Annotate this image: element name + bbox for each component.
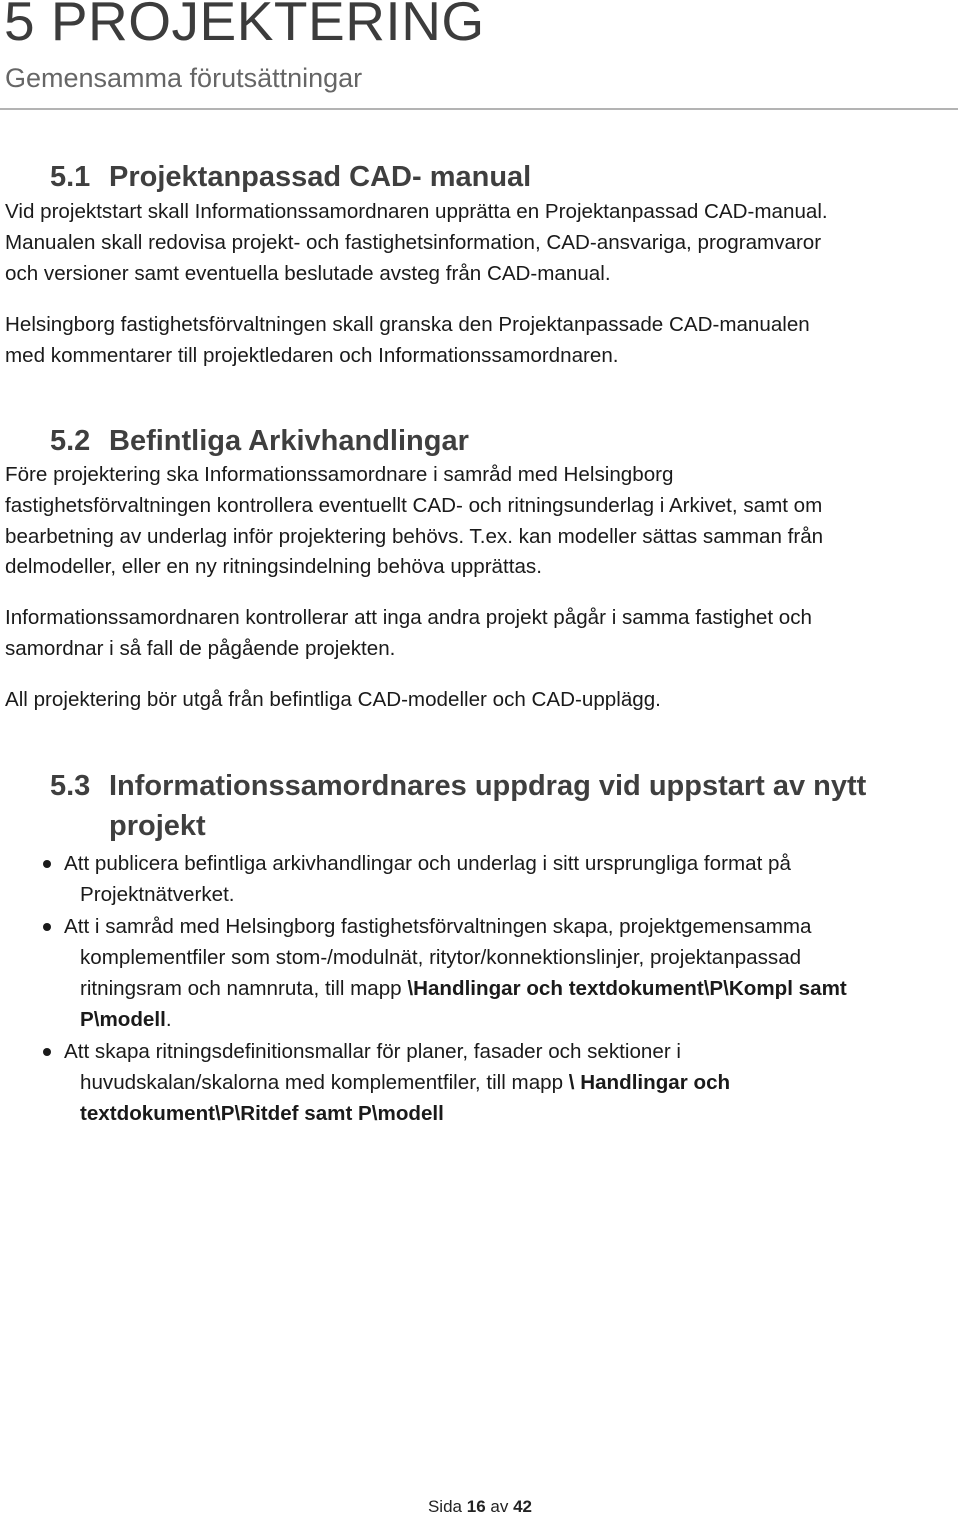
bullet-list <box>0 848 847 1130</box>
text-line: Att publicera befintliga arkivhandlingar och underlag i sitt ursprungliga format på <box>64 852 791 875</box>
bullet-icon <box>43 1048 51 1056</box>
paragraph <box>5 603 812 665</box>
list-item <box>0 911 847 1036</box>
text-line: Vid projektstart skall Informationssamordnaren upprätta en Projektanpassad CAD-manual. <box>5 200 828 223</box>
plain-text: . <box>165 1008 172 1032</box>
footer-separator: av <box>490 1497 509 1516</box>
text-line: fastighetsförvaltningen kontrollera eventuellt CAD- och ritningsunderlag i Arkivet, samt om <box>5 493 823 517</box>
paragraph <box>5 685 661 716</box>
section-number: 5.3 <box>50 770 91 802</box>
section-title: Projektanpassad CAD- manual <box>109 161 532 193</box>
section-number: 5.2 <box>50 425 91 457</box>
text-line: Helsingborg fastighetsförvaltningen skall granska den Projektanpassade CAD-manualen <box>5 313 810 336</box>
section-title-line: projekt <box>109 810 206 842</box>
folder-path: P\modell <box>80 1008 166 1032</box>
text-line: Projektnätverket. <box>80 883 235 907</box>
list-item <box>0 848 847 911</box>
text-line <box>0 973 847 1004</box>
section-title <box>109 766 866 846</box>
paragraph <box>5 197 828 289</box>
text-line: delmodeller, eller en ny ritningsindelning behöva upprättas. <box>5 555 542 579</box>
page-footer <box>0 1496 960 1518</box>
folder-path: \Handlingar och textdokument\P\Kompl samt <box>407 977 847 1001</box>
plain-text: huvudskalan/skalorna med komplementfiler, till mapp <box>80 1071 569 1095</box>
text-line <box>0 1067 847 1098</box>
text-line: Att i samråd med Helsingborg fastighetsförvaltningen skapa, projektgemensamma <box>64 914 812 938</box>
text-line: och versioner samt eventuella beslutade avsteg från CAD-manual. <box>5 261 611 285</box>
folder-path: \ Handlingar och <box>568 1071 731 1095</box>
text-line: All projektering bör utgå från befintliga CAD-modeller och CAD-upplägg. <box>5 688 661 711</box>
page-title: 5 PROJEKTERING <box>4 0 485 52</box>
total-page-count: 42 <box>513 1497 533 1516</box>
title-divider <box>0 108 958 110</box>
current-page-number: 16 <box>466 1497 486 1516</box>
bullet-icon <box>43 860 51 868</box>
paragraph <box>5 310 810 372</box>
text-line: Före projektering ska Informationssamordnare i samråd med Helsingborg <box>5 463 674 486</box>
text-line: Informationssamordnaren kontrollerar att inga andra projekt pågår i samma fastighet och <box>5 606 813 629</box>
footer-prefix: Sida <box>427 1497 462 1516</box>
text-line: Manualen skall redovisa projekt- och fastighetsinformation, CAD-ansvariga, programvaror <box>5 230 822 254</box>
section-title: Befintliga Arkivhandlingar <box>109 425 469 457</box>
section-number: 5.1 <box>50 161 91 193</box>
text-line: komplementfiler som stom-/modulnät, ritytor/konnektionslinjer, projektanpassad <box>80 945 802 969</box>
paragraph <box>5 460 823 583</box>
text-line: Att skapa ritningsdefinitionsmallar för planer, fasader och sektioner i <box>64 1039 681 1063</box>
section-title-line: Informationssamordnares uppdrag vid uppstart av nytt <box>109 770 867 802</box>
text-line: bearbetning av underlag inför projektering behövs. T.ex. kan modeller sättas samman från <box>5 524 824 548</box>
text-line: samordnar i så fall de pågående projekten. <box>5 636 396 660</box>
bullet-icon <box>43 923 51 931</box>
plain-text: ritningsram och namnruta, till mapp <box>80 977 408 1001</box>
text-line <box>0 1004 847 1035</box>
page-subtitle: Gemensamma förutsättningar <box>5 63 363 93</box>
list-item <box>0 1036 847 1130</box>
folder-path: textdokument\P\Ritdef samt P\modell <box>80 1102 444 1126</box>
text-line: med kommentarer till projektledaren och Informationssamordnaren. <box>5 343 619 367</box>
